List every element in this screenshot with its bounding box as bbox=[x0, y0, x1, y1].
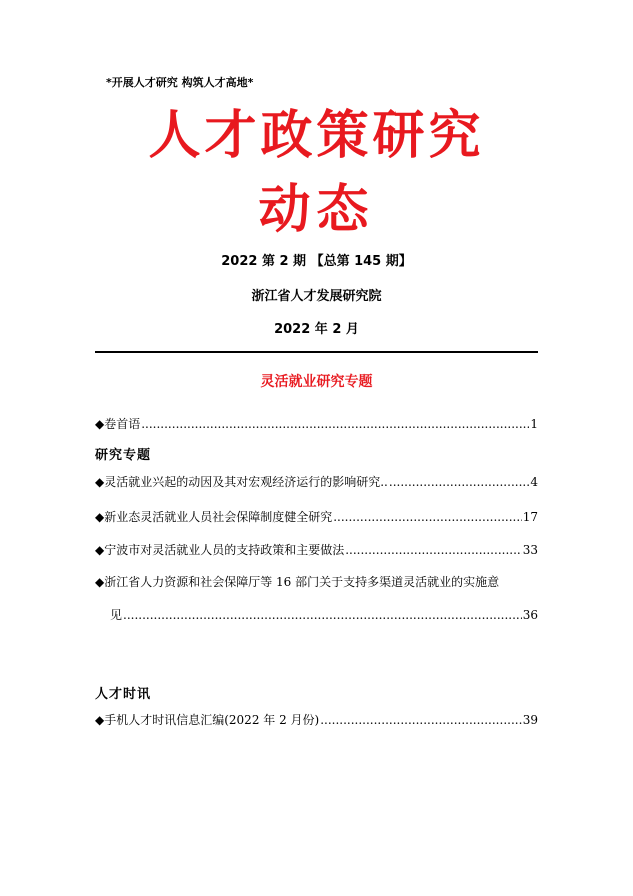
issue-number: 2022 第 2 期 【总第 145 期】 bbox=[221, 254, 412, 269]
toc-leader bbox=[333, 510, 521, 524]
toc-leader bbox=[123, 608, 522, 622]
section-heading-news: 人才时讯 bbox=[95, 687, 152, 702]
toc-page-number: 39 bbox=[522, 713, 538, 727]
divider bbox=[95, 351, 538, 353]
publication-date: 2022 年 2 月 bbox=[274, 322, 359, 337]
toc-entry-continuation[interactable] bbox=[110, 606, 538, 623]
toc-entry[interactable] bbox=[95, 541, 538, 558]
toc-entry-title-cont: 见 bbox=[110, 608, 123, 622]
toc-entry-title: ◆卷首语 bbox=[95, 417, 141, 431]
toc-entry-title: ◆灵活就业兴起的动因及其对宏观经济运行的影响研究.. bbox=[95, 475, 388, 489]
organization: 浙江省人才发展研究院 bbox=[251, 289, 382, 304]
toc-entry-title: ◆宁波市对灵活就业人员的支持政策和主要做法 bbox=[95, 543, 345, 557]
toc-page-number: 36 bbox=[522, 608, 538, 622]
toc-entry-title-wrapped[interactable]: ◆浙江省人力资源和社会保障厅等 16 部门关于支持多渠道灵活就业的实施意 bbox=[95, 575, 500, 589]
toc-leader bbox=[345, 543, 521, 557]
topic-title: 灵活就业研究专题 bbox=[260, 374, 373, 390]
toc-page-number: 17 bbox=[522, 510, 538, 524]
toc-page-number: 4 bbox=[530, 475, 538, 489]
toc-page-number: 33 bbox=[522, 543, 538, 557]
motto: *开展人才研究 构筑人才高地* bbox=[106, 76, 254, 89]
toc-entry-title: ◆手机人才时讯信息汇编(2022 年 2 月份) bbox=[95, 713, 320, 727]
toc-leader bbox=[320, 713, 522, 727]
toc-leader bbox=[389, 475, 529, 489]
toc-leader bbox=[141, 417, 529, 431]
toc-entry[interactable] bbox=[95, 508, 538, 525]
toc-entry[interactable] bbox=[95, 711, 538, 728]
journal-title: 人才政策研究 bbox=[148, 105, 485, 166]
journal-title-line2: 动态 bbox=[258, 179, 375, 240]
toc-entry-preface[interactable] bbox=[95, 415, 538, 432]
toc-entry-title: ◆新业态灵活就业人员社会保障制度健全研究 bbox=[95, 510, 333, 524]
section-heading-research: 研究专题 bbox=[95, 448, 152, 463]
toc-page-number: 1 bbox=[530, 417, 538, 431]
toc-entry[interactable] bbox=[95, 473, 538, 490]
